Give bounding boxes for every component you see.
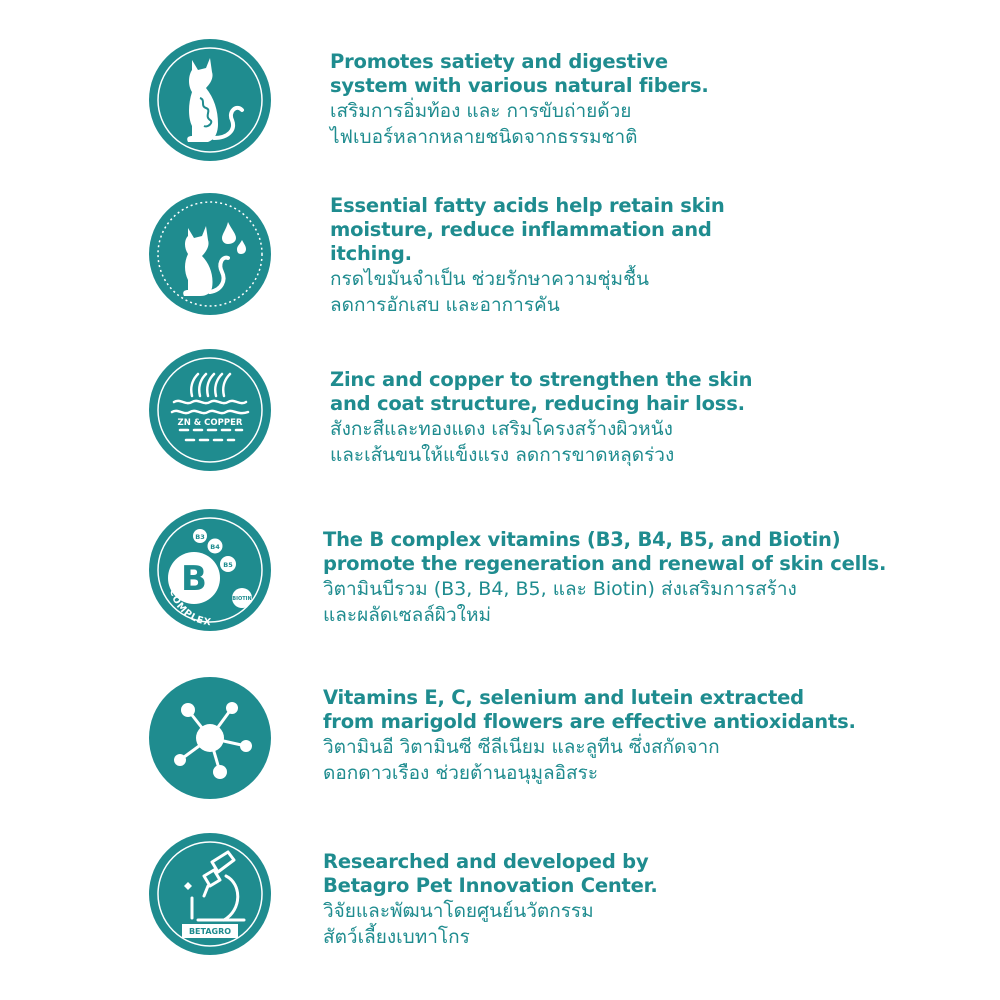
feature-thai-line: สังกะสีและทองแดง เสริมโครงสร้างผิวหนัง [330, 418, 673, 440]
feature-title-line: promote the regeneration and renewal of skin cells. [323, 552, 887, 575]
feature-antioxidants [0, 660, 1000, 820]
feature-thai-line: วิจัยและพัฒนาโดยศูนย์นวัตกรรม [323, 900, 594, 922]
zinc-copper-hair-icon [148, 348, 272, 472]
feature-vitamin-b [0, 490, 1000, 650]
feature-thai-line: ไฟเบอร์หลากหลายชนิดจากธรรมชาติ [330, 126, 638, 148]
feature-title-line: system with various natural fibers. [330, 74, 709, 97]
feature-thai-line: วิตามินอี วิตามินซี ซีลีเนียม และลูทีน ซึ่งสกัดจาก [323, 736, 720, 758]
feature-title-line: Zinc and copper to strengthen the skin [330, 368, 753, 391]
vitamin-b-complex-icon [148, 508, 272, 632]
biotin-label: BIOTIN [232, 596, 252, 602]
feature-skin-moisture [0, 160, 1000, 320]
antioxidant-molecule-icon [148, 676, 272, 800]
feature-thai-line: เสริมการอิ่มท้อง และ การขับถ่ายด้วย [330, 100, 632, 122]
zn-copper-label: ZN & COPPER [177, 418, 243, 428]
feature-title-line: itching. [330, 242, 412, 265]
feature-thai-line: วิตามินบีรวม (B3, B4, B5, และ Biotin) ส่งเสริมการสร้าง [323, 578, 797, 600]
betagro-label: BETAGRO [188, 927, 232, 936]
feature-title-line: Essential fatty acids help retain skin [330, 194, 725, 217]
feature-thai-line: และเส้นขนให้แข็งแรง ลดการขาดหลุดร่วง [330, 444, 675, 466]
feature-thai-line: กรดไขมันจำเป็น ช่วยรักษาความชุ่มชื้น [330, 268, 649, 290]
feature-title-line: Vitamins E, C, selenium and lutein extracted [323, 686, 804, 709]
feature-thai-line: ลดการอักเสบ และอาการคัน [330, 294, 560, 316]
feature-thai-line: และผลัดเซลล์ผิวใหม่ [323, 604, 492, 626]
feature-thai-line: สัตว์เลี้ยงเบทาโกร [323, 926, 470, 948]
cat-digestive-icon [148, 38, 272, 162]
feature-zinc-copper [0, 320, 1000, 480]
feature-title-line: The B complex vitamins (B3, B4, B5, and Biotin) [323, 528, 841, 551]
b3-label: B3 [195, 533, 205, 541]
feature-title-line: moisture, reduce inflammation and [330, 218, 712, 241]
feature-title-line: Researched and developed by [323, 850, 649, 873]
cat-skin-moisture-icon [148, 192, 272, 316]
feature-title-line: and coat structure, reducing hair loss. [330, 392, 745, 415]
b5-label: B5 [223, 561, 233, 569]
feature-thai-line: ดอกดาวเรือง ช่วยต้านอนุมูลอิสระ [323, 762, 599, 784]
feature-title-line: Betagro Pet Innovation Center. [323, 874, 658, 897]
b4-label: B4 [210, 543, 220, 551]
feature-title-line: Promotes satiety and digestive [330, 50, 668, 73]
complex-ring-label: COMPLEX [166, 587, 213, 629]
vitamin-b-letter: B [181, 559, 207, 599]
feature-digestive [0, 0, 1000, 160]
feature-title-line: from marigold flowers are effective antioxidants. [323, 710, 856, 733]
feature-research [0, 820, 1000, 980]
microscope-research-icon [148, 832, 272, 956]
